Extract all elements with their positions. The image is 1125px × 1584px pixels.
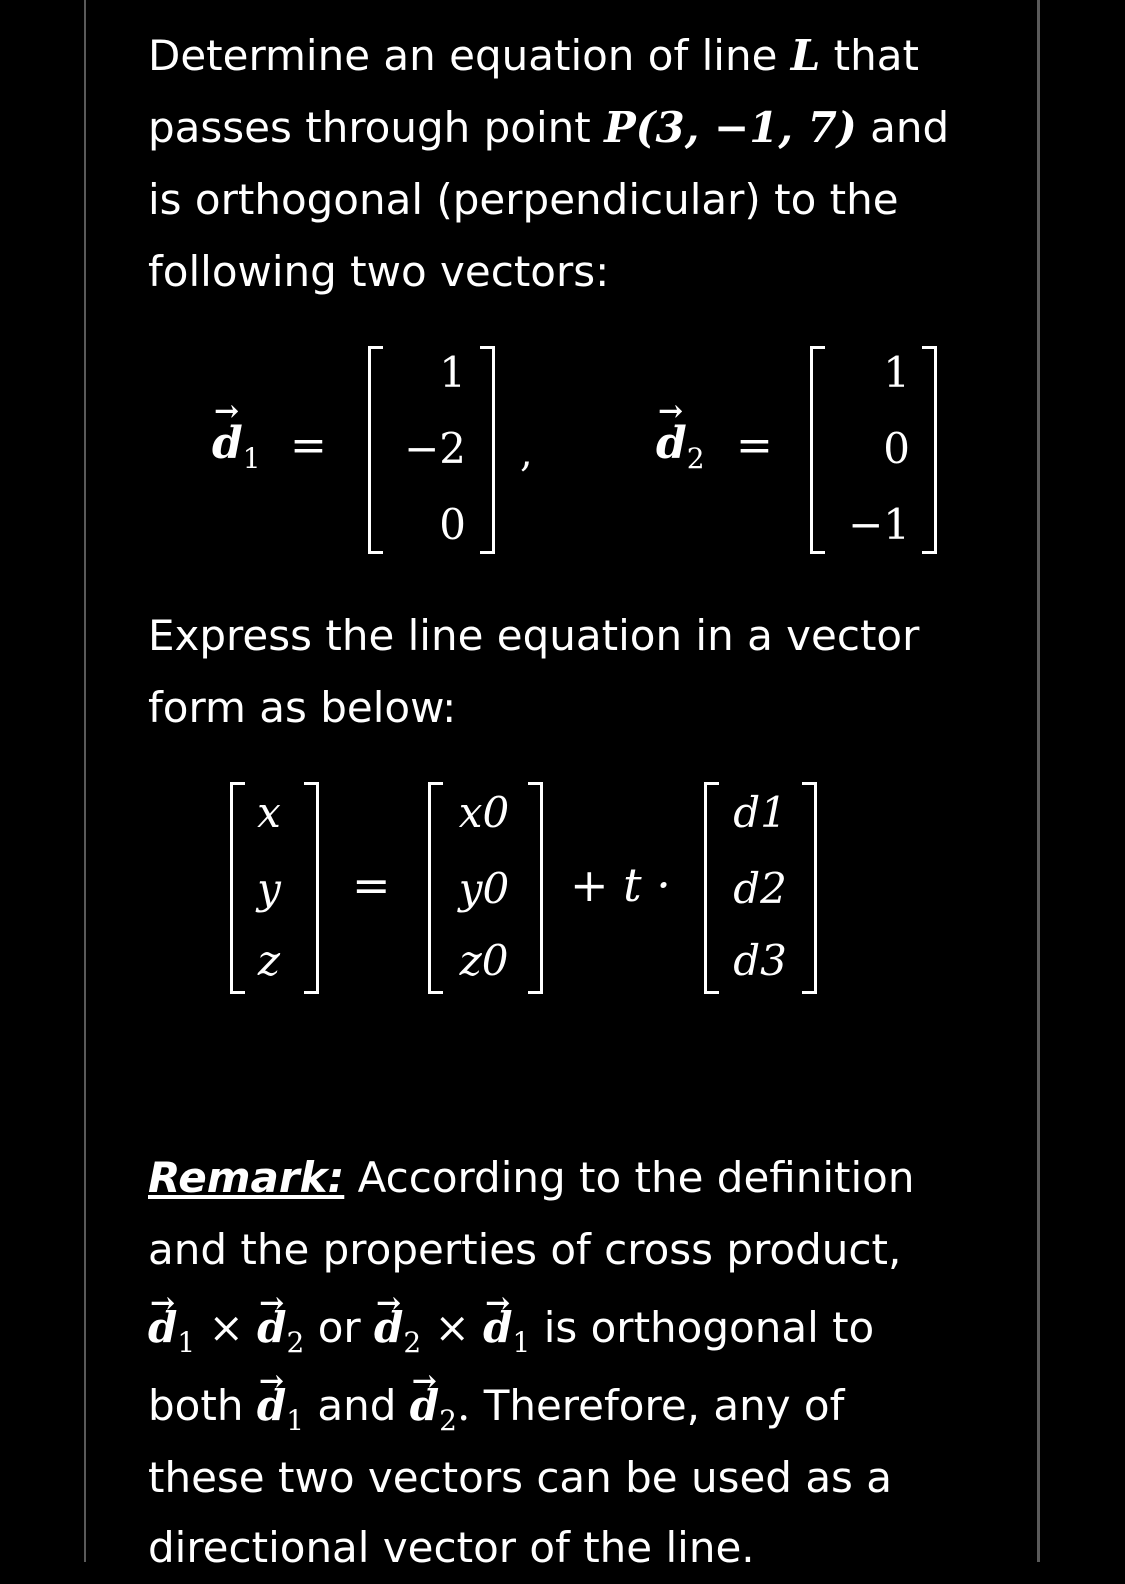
lhs-y: y <box>257 864 281 913</box>
intro-line-4: following two vectors: <box>148 247 610 296</box>
d2-entry-2: 0 <box>883 424 910 473</box>
point-x0: x0 <box>458 788 510 837</box>
point-right-bracket <box>528 782 543 994</box>
vector-d1-label: → $d_1$ <box>212 418 261 469</box>
d1-entry-2: −2 <box>404 424 466 473</box>
intro-line-1: Determine an equation of line L that <box>148 31 919 80</box>
express-line-1: Express the line equation in a vector <box>148 611 920 660</box>
remark-line-4: both → $d_1$ and → $d_2$. Therefore, any of <box>148 1370 1028 1447</box>
express-line-2: form as below: <box>148 683 457 732</box>
left-border <box>84 0 86 1562</box>
intro-line-2: passes through point P(3, −1, 7) and <box>148 103 950 152</box>
equals-sign-d2: = <box>736 420 773 471</box>
point-left-bracket <box>428 782 443 994</box>
point-z0: z0 <box>459 936 509 985</box>
d2-right-bracket <box>922 346 937 554</box>
point-y0: y0 <box>458 864 510 913</box>
lhs-z: z <box>257 936 281 985</box>
vector-d2-label: → $d_2$ <box>656 418 705 469</box>
d1-right-bracket <box>480 346 495 554</box>
d2-left-bracket <box>810 346 825 554</box>
lhs-left-bracket <box>230 782 245 994</box>
lhs-right-bracket <box>304 782 319 994</box>
d1-entry-3: 0 <box>439 500 466 549</box>
equals-sign-d1: = <box>290 420 327 471</box>
right-border <box>1037 0 1040 1562</box>
dir-left-bracket <box>704 782 719 994</box>
d1-left-bracket <box>368 346 383 554</box>
remark-line-3: → $d_1$ × → $d_2$ or → $d_2$ × → $d_1$ is orthogonal to <box>148 1292 1028 1369</box>
intro-line-3: is orthogonal (perpendicular) to the <box>148 175 899 224</box>
remark-label: Remark: <box>148 1153 345 1202</box>
d2-entry-1: 1 <box>883 348 910 397</box>
dir-d2: d2 <box>733 864 787 913</box>
remark-line-2: and the properties of cross product, <box>148 1225 902 1274</box>
plus-t-dot: + t · <box>570 858 671 912</box>
dir-d1: d1 <box>733 788 787 837</box>
form-equals: = <box>352 858 391 912</box>
d2-entry-3: −1 <box>848 500 910 549</box>
remark-line-1: Remark: According to the definition <box>148 1153 915 1202</box>
d1-entry-1: 1 <box>439 348 466 397</box>
dir-d3: d3 <box>733 936 787 985</box>
remark-line-6: directional vector of the line. <box>148 1523 755 1572</box>
point-p: P(3, −1, 7) <box>604 103 857 152</box>
dir-right-bracket <box>802 782 817 994</box>
remark-line-5: these two vectors can be used as a <box>148 1453 893 1502</box>
vector-comma: , <box>520 430 533 476</box>
lhs-x: x <box>257 788 281 837</box>
